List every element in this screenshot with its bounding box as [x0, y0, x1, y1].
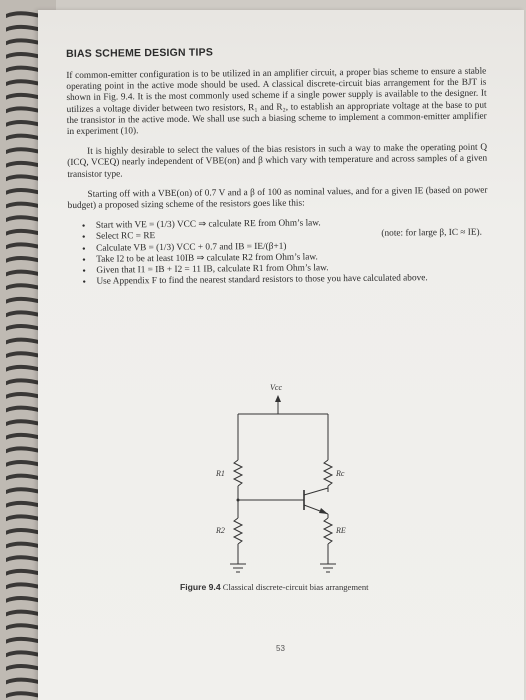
operating-point-paragraph: It is highly desirable to select the values of the bias resistors in such a way to make the operating point Q (ICQ, VCEQ) nearly independent of VBE(on) and β which vary with temperature and across samples of a given transistor type. [67, 142, 488, 180]
page-number: 53 [276, 644, 285, 653]
rc-label: Rc [336, 469, 345, 478]
list-item: • Calculate VB = (1/3) VCC + 0.7 and IB = IE/(β+1) [82, 239, 488, 254]
ground-right-icon [320, 564, 336, 572]
transistor-collector [304, 488, 328, 495]
figure-caption [180, 582, 500, 592]
re-label: RE [336, 526, 346, 535]
vcc-label: Vcc [270, 383, 282, 392]
vcc-arrow [275, 395, 281, 402]
list-item: • Start with VE = (1/3) VCC ⇒ calculate RE from Ohm’s law. [82, 217, 488, 232]
r1-resistor [234, 460, 242, 486]
page-content [66, 44, 488, 289]
section-heading: BIAS SCHEME DESIGN TIPS [66, 46, 214, 60]
bias-circuit-diagram [178, 380, 378, 590]
figure-label: Figure 9.4 [180, 582, 221, 592]
r2-label: R2 [216, 526, 225, 535]
sizing-intro-paragraph: Starting off with a VBE(on) of 0.7 V and a β of 100 as nominal values, and for a given IE (based on power budget) a proposed sizing scheme of the resistors goes like this: [67, 185, 488, 212]
emitter-arrow [319, 508, 328, 514]
notebook-page [38, 10, 524, 700]
intro-paragraph: If common-emitter configuration is to be utilized in an amplifier circuit, a proper bias scheme to ensure a stable operating point in the active mode should be used. A classical discrete-circuit bias arrangement for the BJT is shown in Fig. 9.4. It is the most commonly used scheme if a single power supply is available to the designer. It utilizes a voltage divider between two resistors, R₁ and R₂, to establish an appropriate voltage at the base to put the transistor in the active mode. We shall use such a biasing scheme to implement a common-emitter amplifier in experiment (10). [66, 66, 487, 138]
r2-resistor [234, 518, 242, 544]
figure-caption-text: Classical discrete-circuit bias arrangement [222, 582, 369, 592]
list-item: • Use Appendix F to find the nearest standard resistors to those you have calculated above. [82, 273, 488, 288]
list-item: • Given that I1 = IB + I2 = 11 IB, calculate R1 from Ohm’s law. [82, 262, 488, 277]
sizing-steps-list [68, 217, 489, 289]
r1-label: R1 [216, 469, 225, 478]
large-beta-note: (note: for large β, IC ≈ IE). [381, 228, 483, 240]
ground-left-icon [230, 564, 246, 572]
rc-resistor [324, 460, 332, 486]
re-resistor [324, 518, 332, 544]
list-item-text: Select RC = RE [95, 231, 156, 243]
list-item: • Take I2 to be at least 10IB ⇒ calculate R2 from Ohm’s law. [82, 250, 488, 265]
